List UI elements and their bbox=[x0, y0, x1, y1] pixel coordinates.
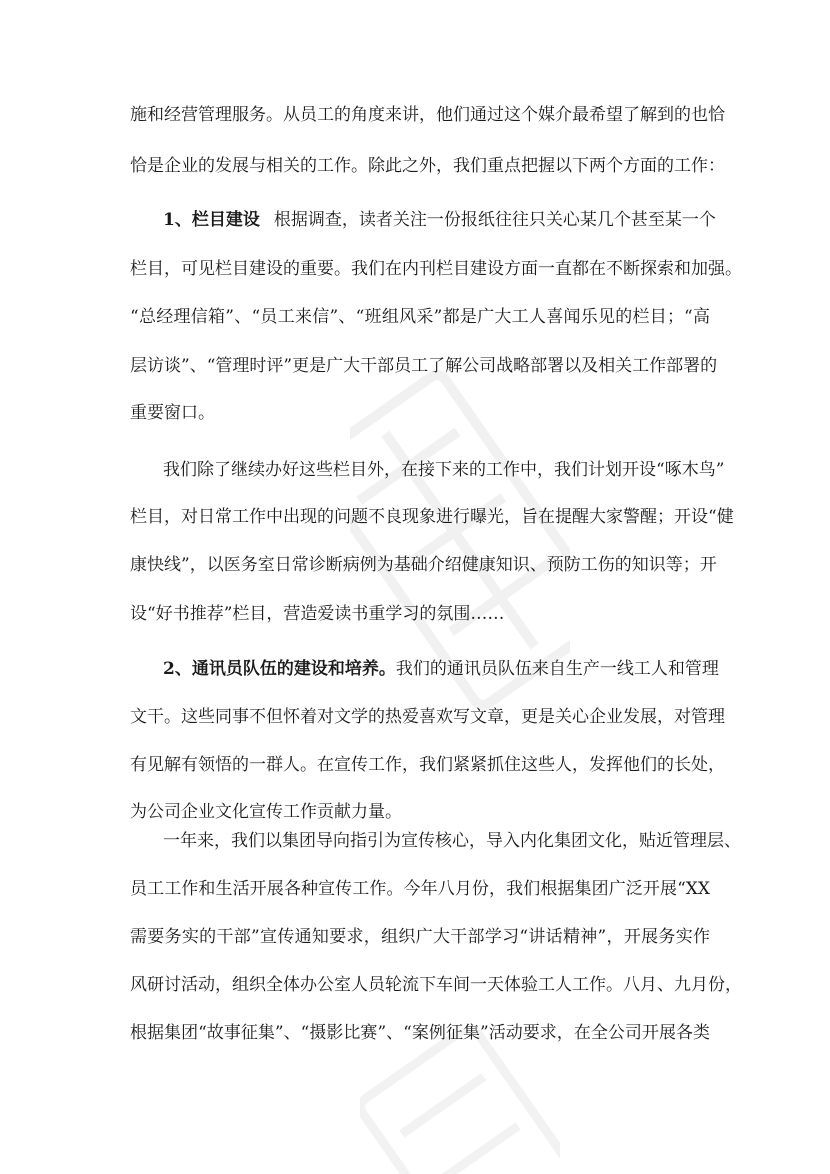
text-line: 我们除了继续办好这些栏目外，在接下来的工作中，我们计划开设“啄木鸟” bbox=[163, 460, 725, 480]
text-line: 风研讨活动，组织全体办公室人员轮流下车间一天体验工人工作。八月、九月份， bbox=[130, 975, 742, 995]
text-line: 设“好书推荐”栏目，营造爱读书重学习的氛围…… bbox=[130, 604, 505, 624]
section-heading-2: 2、通讯员队伍的建设和培养。 bbox=[163, 659, 396, 679]
text-line: 栏目，对日常工作中出现的问题不良现象进行曝光，旨在提醒大家警醒；开设“健 bbox=[130, 507, 734, 527]
text-line: 有见解有领悟的一群人。在宣传工作，我们紧紧抓住这些人，发挥他们的长处， bbox=[130, 755, 725, 775]
text-line: 一年来，我们以集团导向指引为宣传核心，导入内化集团文化，贴近管理层、 bbox=[163, 831, 741, 851]
text-line: 需要务实的干部”宣传通知要求，组织广大干部学习“讲话精神”，开展务实作 bbox=[130, 927, 710, 947]
section-heading-1: 1、栏目建设 bbox=[163, 210, 260, 230]
text-span: 根据调查，读者关注一份报纸往往只关心某几个甚至某一个 bbox=[273, 210, 716, 230]
text-line: 施和经营管理服务。从员工的角度来讲，他们通过这个媒介最希望了解到的也恰 bbox=[130, 105, 725, 125]
text-line: 重要窗口。 bbox=[130, 403, 215, 423]
text-line: 员工工作和生活开展各种宣传工作。今年八月份，我们根据集团广泛开展“XX bbox=[130, 879, 710, 899]
text-line: 层访谈”、“管理时评”更是广大干部员工了解公司战略部署以及相关工作部署的 bbox=[130, 356, 718, 376]
text-line: 为公司企业文化宣传工作贡献力量。 bbox=[130, 802, 402, 822]
text-line: “总经理信箱”、“员工来信”、“班组风采”都是广大工人喜闻乐见的栏目；“高 bbox=[130, 307, 710, 327]
text-line: 根据集团“故事征集”、“摄影比赛”、“案例征集”活动要求，在全公司开展各类 bbox=[130, 1023, 710, 1043]
text-line: 恰是企业的发展与相关的工作。除此之外，我们重点把握以下两个方面的工作： bbox=[130, 156, 725, 176]
section-1-line bbox=[163, 208, 716, 232]
text-line: 文干。这些同事不但怀着对文学的热爱喜欢写文章，更是关心企业发展，对管理 bbox=[130, 707, 725, 727]
watermark-seal-bottom bbox=[360, 1030, 560, 1174]
text-span: 我们的通讯员队伍来自生产一线工人和管理 bbox=[395, 659, 719, 679]
section-2-line bbox=[163, 657, 719, 681]
text-line: 栏目，可见栏目建设的重要。我们在内刊栏目建设方面一直都在不断探索和加强。 bbox=[130, 259, 742, 279]
text-line: 康快线”，以医务室日常诊断病例为基础介绍健康知识、预防工伤的知识等；开 bbox=[130, 555, 717, 575]
watermark-seal bbox=[350, 330, 570, 750]
